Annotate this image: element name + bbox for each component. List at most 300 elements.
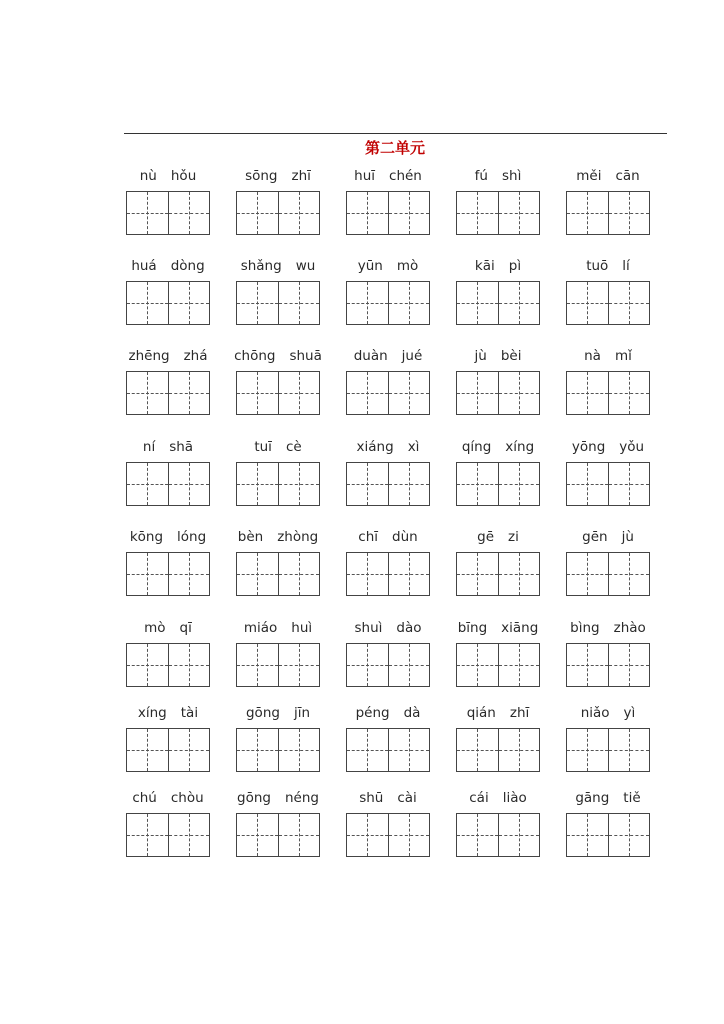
writing-square[interactable] [457, 372, 498, 414]
pinyin-syllable: nà [584, 348, 601, 364]
guide-line-horizontal [127, 303, 168, 304]
guide-line-horizontal [347, 574, 388, 575]
writing-square[interactable] [498, 553, 540, 595]
pinyin-syllable: gē [477, 529, 495, 545]
guide-line-horizontal [389, 835, 430, 836]
writing-square[interactable] [457, 282, 498, 324]
writing-square[interactable] [237, 814, 278, 856]
pinyin-syllable: chōng [234, 348, 276, 364]
writing-square[interactable] [278, 729, 320, 771]
writing-square[interactable] [608, 644, 650, 686]
pinyin-syllable: shuì [354, 620, 383, 636]
writing-boxes[interactable] [456, 552, 540, 596]
writing-boxes[interactable] [566, 191, 650, 235]
pinyin-label [118, 528, 218, 546]
pinyin-label [448, 528, 548, 546]
writing-square[interactable] [278, 463, 320, 505]
pinyin-syllable: měi [576, 168, 602, 184]
pinyin-syllable: huī [354, 168, 376, 184]
guide-line-horizontal [457, 750, 498, 751]
pinyin-syllable: hǒu [170, 168, 197, 184]
writing-square[interactable] [127, 644, 168, 686]
writing-square[interactable] [567, 644, 608, 686]
writing-square[interactable] [168, 814, 210, 856]
writing-square[interactable] [347, 553, 388, 595]
writing-square[interactable] [168, 729, 210, 771]
pinyin-label [228, 167, 328, 185]
pinyin-syllable: yì [623, 705, 636, 721]
writing-boxes[interactable] [346, 281, 430, 325]
pinyin-syllable: liào [502, 790, 527, 806]
guide-line-horizontal [609, 213, 650, 214]
guide-line-horizontal [347, 665, 388, 666]
pinyin-syllable: yōng [571, 439, 606, 455]
guide-line-horizontal [127, 750, 168, 751]
writing-square[interactable] [457, 553, 498, 595]
pinyin-syllable: miáo [243, 620, 278, 636]
writing-square[interactable] [278, 644, 320, 686]
pinyin-syllable: zhī [291, 168, 311, 184]
pinyin-label [448, 347, 548, 365]
writing-square[interactable] [608, 372, 650, 414]
writing-square[interactable] [168, 553, 210, 595]
writing-square[interactable] [237, 282, 278, 324]
pinyin-syllable: duàn [353, 348, 388, 364]
pinyin-syllable: cài [397, 790, 417, 806]
writing-boxes[interactable] [346, 813, 430, 857]
writing-square[interactable] [347, 814, 388, 856]
writing-square[interactable] [347, 729, 388, 771]
pinyin-label [338, 257, 438, 275]
writing-square[interactable] [237, 644, 278, 686]
pinyin-syllable: nù [139, 168, 157, 184]
writing-boxes[interactable] [346, 728, 430, 772]
writing-boxes[interactable] [456, 462, 540, 506]
unit-title: 第二单元 [364, 139, 425, 157]
pinyin-syllable: sōng [245, 168, 278, 184]
pinyin-syllable: chòu [170, 790, 204, 806]
guide-line-horizontal [347, 393, 388, 394]
writing-square[interactable] [237, 553, 278, 595]
pinyin-syllable: xíng [137, 705, 167, 721]
writing-square[interactable] [567, 729, 608, 771]
writing-square[interactable] [498, 644, 540, 686]
writing-square[interactable] [127, 463, 168, 505]
writing-square[interactable] [608, 553, 650, 595]
writing-square[interactable] [457, 463, 498, 505]
writing-square[interactable] [278, 192, 320, 234]
pinyin-syllable: gāng [575, 790, 610, 806]
guide-line-horizontal [567, 484, 608, 485]
guide-line-horizontal [347, 750, 388, 751]
guide-line-horizontal [457, 393, 498, 394]
guide-line-horizontal [499, 750, 540, 751]
guide-line-horizontal [389, 303, 430, 304]
pinyin-syllable: shuā [289, 348, 322, 364]
pinyin-syllable: mò [396, 258, 419, 274]
writing-square[interactable] [457, 814, 498, 856]
guide-line-horizontal [499, 484, 540, 485]
guide-line-horizontal [237, 303, 278, 304]
guide-line-horizontal [567, 835, 608, 836]
pinyin-label [558, 619, 658, 637]
writing-boxes[interactable] [236, 281, 320, 325]
guide-line-horizontal [237, 574, 278, 575]
writing-boxes[interactable] [126, 281, 210, 325]
writing-square[interactable] [608, 814, 650, 856]
guide-line-horizontal [567, 213, 608, 214]
pinyin-syllable: kōng [129, 529, 164, 545]
pinyin-syllable: mò [144, 620, 166, 636]
guide-line-horizontal [279, 303, 320, 304]
writing-boxes[interactable] [456, 191, 540, 235]
pinyin-syllable: zi [508, 529, 519, 545]
guide-line-horizontal [169, 213, 210, 214]
guide-line-horizontal [609, 484, 650, 485]
pinyin-syllable: tuō [586, 258, 609, 274]
pinyin-label [118, 257, 218, 275]
guide-line-horizontal [499, 303, 540, 304]
pinyin-syllable: huá [131, 258, 157, 274]
guide-line-horizontal [169, 303, 210, 304]
guide-line-horizontal [389, 484, 430, 485]
writing-square[interactable] [347, 282, 388, 324]
writing-square[interactable] [237, 192, 278, 234]
pinyin-syllable: huì [291, 620, 313, 636]
guide-line-horizontal [609, 665, 650, 666]
writing-square[interactable] [498, 282, 540, 324]
pinyin-syllable: bèn [237, 529, 264, 545]
writing-square[interactable] [388, 729, 430, 771]
writing-boxes[interactable] [566, 371, 650, 415]
pinyin-label [558, 438, 658, 456]
writing-square[interactable] [567, 553, 608, 595]
writing-boxes[interactable] [346, 643, 430, 687]
guide-line-horizontal [457, 665, 498, 666]
pinyin-syllable: yūn [357, 258, 383, 274]
writing-square[interactable] [388, 644, 430, 686]
guide-line-horizontal [457, 574, 498, 575]
guide-line-horizontal [457, 213, 498, 214]
pinyin-label [558, 789, 658, 807]
pinyin-syllable: ní [142, 439, 156, 455]
writing-square[interactable] [498, 372, 540, 414]
guide-line-horizontal [279, 665, 320, 666]
writing-boxes[interactable] [456, 371, 540, 415]
writing-boxes[interactable] [566, 462, 650, 506]
guide-line-horizontal [567, 393, 608, 394]
writing-square[interactable] [168, 463, 210, 505]
guide-line-horizontal [609, 574, 650, 575]
pinyin-label [228, 704, 328, 722]
guide-line-horizontal [279, 835, 320, 836]
writing-square[interactable] [608, 463, 650, 505]
pinyin-syllable: qián [466, 705, 496, 721]
pinyin-label [118, 789, 218, 807]
writing-square[interactable] [347, 372, 388, 414]
writing-square[interactable] [498, 463, 540, 505]
writing-square[interactable] [278, 814, 320, 856]
guide-line-horizontal [237, 393, 278, 394]
pinyin-label [338, 619, 438, 637]
writing-square[interactable] [127, 372, 168, 414]
writing-boxes[interactable] [566, 552, 650, 596]
guide-line-horizontal [279, 393, 320, 394]
writing-square[interactable] [567, 814, 608, 856]
writing-square[interactable] [608, 282, 650, 324]
pinyin-syllable: shā [169, 439, 194, 455]
pinyin-syllable: jué [401, 348, 423, 364]
guide-line-horizontal [457, 835, 498, 836]
pinyin-syllable: fú [474, 168, 488, 184]
writing-square[interactable] [168, 282, 210, 324]
writing-square[interactable] [237, 372, 278, 414]
guide-line-horizontal [499, 213, 540, 214]
pinyin-syllable: jù [474, 348, 487, 364]
guide-line-horizontal [169, 574, 210, 575]
pinyin-syllable: zhá [183, 348, 208, 364]
guide-line-horizontal [389, 750, 430, 751]
pinyin-syllable: qī [179, 620, 192, 636]
guide-line-horizontal [347, 213, 388, 214]
guide-line-horizontal [567, 574, 608, 575]
writing-square[interactable] [168, 372, 210, 414]
guide-line-horizontal [609, 750, 650, 751]
pinyin-label [228, 257, 328, 275]
pinyin-label [118, 704, 218, 722]
pinyin-label [338, 347, 438, 365]
pinyin-syllable: zhēng [128, 348, 170, 364]
guide-line-horizontal [609, 393, 650, 394]
guide-line-horizontal [389, 213, 430, 214]
guide-line-horizontal [127, 665, 168, 666]
writing-square[interactable] [608, 192, 650, 234]
pinyin-label [338, 438, 438, 456]
writing-boxes[interactable] [236, 552, 320, 596]
guide-line-horizontal [279, 750, 320, 751]
pinyin-syllable: wu [295, 258, 316, 274]
guide-line-horizontal [169, 750, 210, 751]
writing-square[interactable] [498, 192, 540, 234]
writing-square[interactable] [237, 463, 278, 505]
writing-square[interactable] [168, 192, 210, 234]
guide-line-horizontal [347, 484, 388, 485]
writing-square[interactable] [457, 729, 498, 771]
writing-square[interactable] [388, 463, 430, 505]
pinyin-label [338, 789, 438, 807]
writing-square[interactable] [278, 553, 320, 595]
pinyin-syllable: chī [358, 529, 379, 545]
guide-line-horizontal [499, 393, 540, 394]
guide-line-horizontal [567, 750, 608, 751]
pinyin-label [558, 528, 658, 546]
writing-square[interactable] [567, 372, 608, 414]
guide-line-horizontal [127, 484, 168, 485]
writing-square[interactable] [388, 553, 430, 595]
pinyin-syllable: tuī [254, 439, 272, 455]
writing-boxes[interactable] [346, 191, 430, 235]
writing-boxes[interactable] [456, 281, 540, 325]
writing-boxes[interactable] [126, 462, 210, 506]
writing-square[interactable] [498, 729, 540, 771]
guide-line-horizontal [237, 835, 278, 836]
pinyin-syllable: mǐ [614, 348, 632, 364]
guide-line-horizontal [279, 213, 320, 214]
pinyin-label [558, 347, 658, 365]
writing-boxes[interactable] [566, 643, 650, 687]
guide-line-horizontal [499, 574, 540, 575]
guide-line-horizontal [567, 303, 608, 304]
writing-square[interactable] [608, 729, 650, 771]
writing-boxes[interactable] [236, 371, 320, 415]
pinyin-syllable: zhào [613, 620, 646, 636]
pinyin-label [558, 167, 658, 185]
pinyin-label [448, 257, 548, 275]
pinyin-label [448, 789, 548, 807]
pinyin-syllable: chú [132, 790, 157, 806]
pinyin-syllable: gēn [582, 529, 608, 545]
pinyin-syllable: kāi [474, 258, 495, 274]
pinyin-syllable: cè [285, 439, 302, 455]
pinyin-label [228, 528, 328, 546]
guide-line-horizontal [347, 835, 388, 836]
writing-boxes[interactable] [236, 813, 320, 857]
guide-line-horizontal [237, 665, 278, 666]
writing-square[interactable] [347, 644, 388, 686]
writing-square[interactable] [567, 192, 608, 234]
writing-boxes[interactable] [456, 643, 540, 687]
writing-square[interactable] [278, 372, 320, 414]
writing-square[interactable] [168, 644, 210, 686]
writing-square[interactable] [457, 192, 498, 234]
pinyin-label [338, 704, 438, 722]
pinyin-syllable: gōng [245, 705, 280, 721]
pinyin-label [338, 167, 438, 185]
pinyin-syllable: tài [180, 705, 199, 721]
writing-boxes[interactable] [126, 643, 210, 687]
writing-square[interactable] [237, 729, 278, 771]
writing-boxes[interactable] [236, 191, 320, 235]
writing-square[interactable] [567, 463, 608, 505]
writing-boxes[interactable] [566, 813, 650, 857]
pinyin-syllable: lóng [177, 529, 207, 545]
writing-square[interactable] [498, 814, 540, 856]
guide-line-horizontal [237, 750, 278, 751]
guide-line-horizontal [169, 393, 210, 394]
writing-boxes[interactable] [236, 728, 320, 772]
pinyin-syllable: dùn [392, 529, 418, 545]
writing-square[interactable] [347, 463, 388, 505]
guide-line-horizontal [169, 835, 210, 836]
pinyin-label [448, 438, 548, 456]
writing-boxes[interactable] [346, 552, 430, 596]
pinyin-syllable: bīng [457, 620, 488, 636]
writing-square[interactable] [127, 729, 168, 771]
guide-line-horizontal [499, 835, 540, 836]
pinyin-syllable: shū [359, 790, 384, 806]
guide-line-horizontal [457, 484, 498, 485]
pinyin-syllable: dà [403, 705, 421, 721]
pinyin-label [558, 704, 658, 722]
guide-line-horizontal [279, 484, 320, 485]
guide-line-horizontal [127, 393, 168, 394]
writing-boxes[interactable] [346, 462, 430, 506]
pinyin-label [448, 167, 548, 185]
pinyin-syllable: cān [615, 168, 640, 184]
writing-square[interactable] [127, 814, 168, 856]
writing-square[interactable] [457, 644, 498, 686]
guide-line-horizontal [609, 303, 650, 304]
guide-line-horizontal [127, 835, 168, 836]
pinyin-syllable: jīn [293, 705, 311, 721]
guide-line-horizontal [609, 835, 650, 836]
guide-line-horizontal [237, 484, 278, 485]
pinyin-label [118, 619, 218, 637]
writing-square[interactable] [567, 282, 608, 324]
writing-square[interactable] [388, 372, 430, 414]
pinyin-syllable: gōng [237, 790, 271, 806]
writing-square[interactable] [127, 282, 168, 324]
guide-line-horizontal [389, 574, 430, 575]
writing-boxes[interactable] [456, 728, 540, 772]
exercise-grid [124, 0, 669, 1024]
guide-line-horizontal [127, 574, 168, 575]
pinyin-syllable: zhòng [277, 529, 319, 545]
guide-line-horizontal [499, 665, 540, 666]
pinyin-syllable: xì [407, 439, 420, 455]
writing-boxes[interactable] [126, 191, 210, 235]
writing-boxes[interactable] [126, 813, 210, 857]
pinyin-syllable: bìng [570, 620, 600, 636]
pinyin-label [228, 438, 328, 456]
pinyin-label [228, 347, 328, 365]
writing-boxes[interactable] [126, 371, 210, 415]
pinyin-label [448, 704, 548, 722]
pinyin-syllable: bèi [500, 348, 522, 364]
writing-boxes[interactable] [126, 552, 210, 596]
pinyin-label [448, 619, 548, 637]
guide-line-horizontal [169, 484, 210, 485]
pinyin-syllable: xiāng [501, 620, 539, 636]
writing-square[interactable] [347, 192, 388, 234]
pinyin-syllable: cái [469, 790, 489, 806]
writing-boxes[interactable] [566, 281, 650, 325]
writing-square[interactable] [278, 282, 320, 324]
writing-boxes[interactable] [346, 371, 430, 415]
pinyin-syllable: shì [501, 168, 522, 184]
guide-line-horizontal [279, 574, 320, 575]
writing-boxes[interactable] [456, 813, 540, 857]
pinyin-label [338, 528, 438, 546]
writing-square[interactable] [127, 553, 168, 595]
pinyin-syllable: niǎo [580, 705, 610, 721]
guide-line-horizontal [347, 303, 388, 304]
writing-square[interactable] [388, 282, 430, 324]
pinyin-syllable: pì [508, 258, 522, 274]
guide-line-horizontal [457, 303, 498, 304]
writing-boxes[interactable] [236, 462, 320, 506]
writing-boxes[interactable] [566, 728, 650, 772]
writing-square[interactable] [388, 814, 430, 856]
writing-square[interactable] [388, 192, 430, 234]
writing-boxes[interactable] [126, 728, 210, 772]
writing-square[interactable] [127, 192, 168, 234]
pinyin-syllable: qíng [461, 439, 492, 455]
writing-boxes[interactable] [236, 643, 320, 687]
pinyin-syllable: yǒu [619, 439, 645, 455]
pinyin-syllable: xiáng [356, 439, 394, 455]
pinyin-syllable: lí [622, 258, 630, 274]
